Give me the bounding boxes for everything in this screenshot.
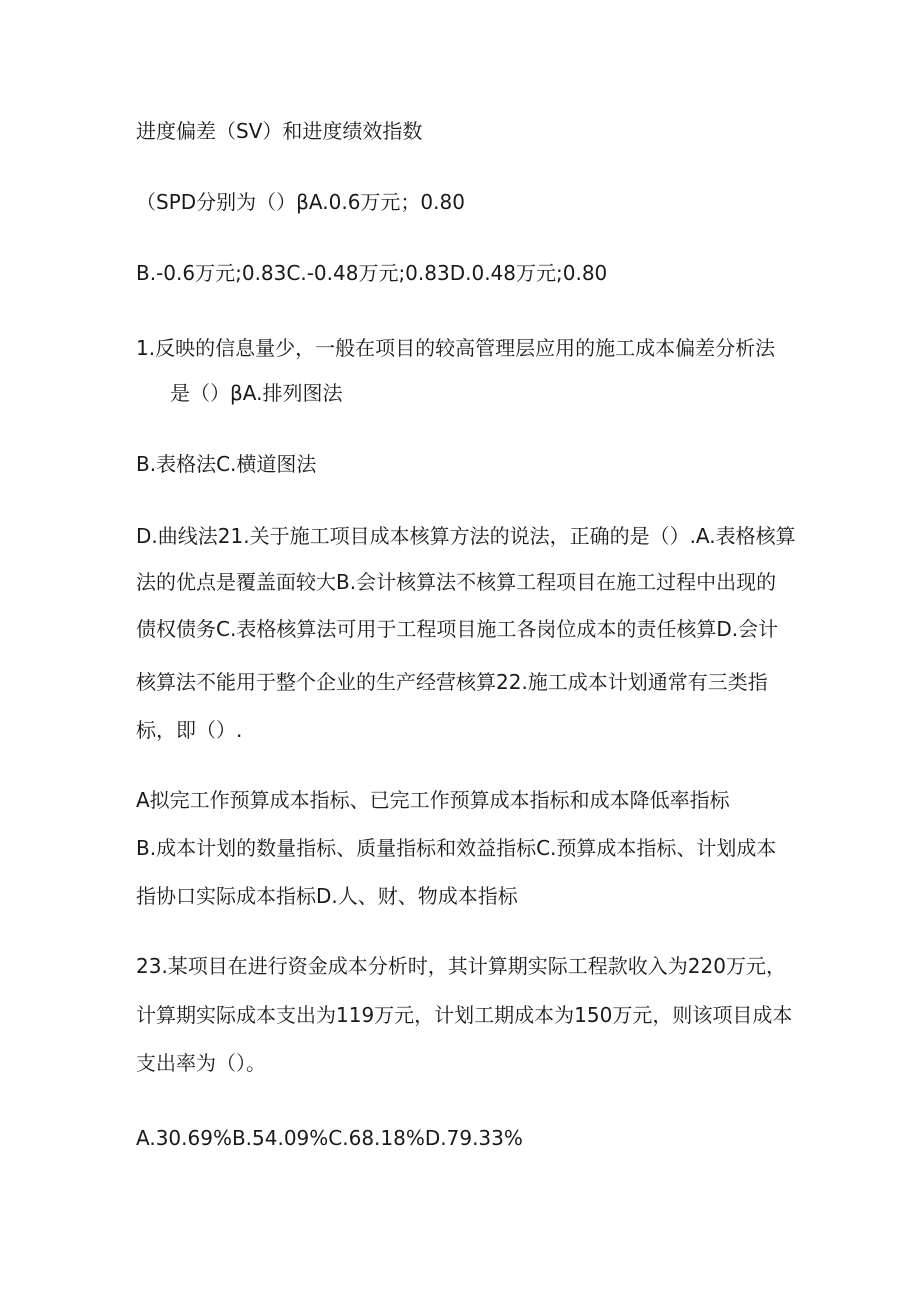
text-line-question-1-cont: 是（）βA.排列图法 (170, 381, 343, 405)
text-line-options-bc: B.表格法C.横道图法 (136, 452, 317, 476)
text-line-question-22-cont: 标，即（）. (136, 718, 243, 742)
text-line-question-23-cont-1: 计算期实际成本支出为119万元，计划工期成本为150万元，则该项目成本 (136, 1003, 793, 1027)
text-line-options-23: A.30.69%B.54.09%C.68.18%D.79.33% (136, 1126, 523, 1150)
text-line-options-a: （SPD分别为（）βA.0.6万元；0.80 (136, 190, 465, 214)
text-line-sv-spi-heading: 进度偏差（SV）和进度绩效指数 (136, 119, 423, 143)
text-line-option-bc-22: B.成本计划的数量指标、质量指标和效益指标C.预算成本指标、计划成本 (136, 836, 777, 860)
text-line-question-23: 23.某项目在进行资金成本分析时，其计算期实际工程款收入为220万元， (136, 954, 786, 978)
text-line-options-bcd: B.-0.6万元;0.83C.-0.48万元;0.83D.0.48万元;0.80 (136, 261, 608, 285)
text-line-option-a-22: A拟完工作预算成本指标、已完工作预算成本指标和成本降低率指标 (136, 788, 730, 812)
text-line-option-d-22: 指协口实际成本指标D.人、财、物成本指标 (136, 884, 518, 908)
text-line-question-1: 1.反映的信息量少，一般在项目的较高管理层应用的施工成本偏差分析法 (136, 336, 776, 360)
text-line-question-21-cont-1: 法的优点是覆盖面较大B.会计核算法不核算工程项目在施工过程中出现的 (136, 570, 777, 594)
text-line-question-21-cont-2: 债权债务C.表格核算法可用于工程项目施工各岗位成本的责任核算D.会计 (136, 617, 779, 641)
text-line-question-21: D.曲线法21.关于施工项目成本核算方法的说法，正确的是（）.A.表格核算 (136, 524, 796, 548)
text-line-question-22: 核算法不能用于整个企业的生产经营核算22.施工成本计划通常有三类指 (136, 670, 768, 694)
text-line-question-23-cont-2: 支出率为（）。 (136, 1051, 266, 1075)
